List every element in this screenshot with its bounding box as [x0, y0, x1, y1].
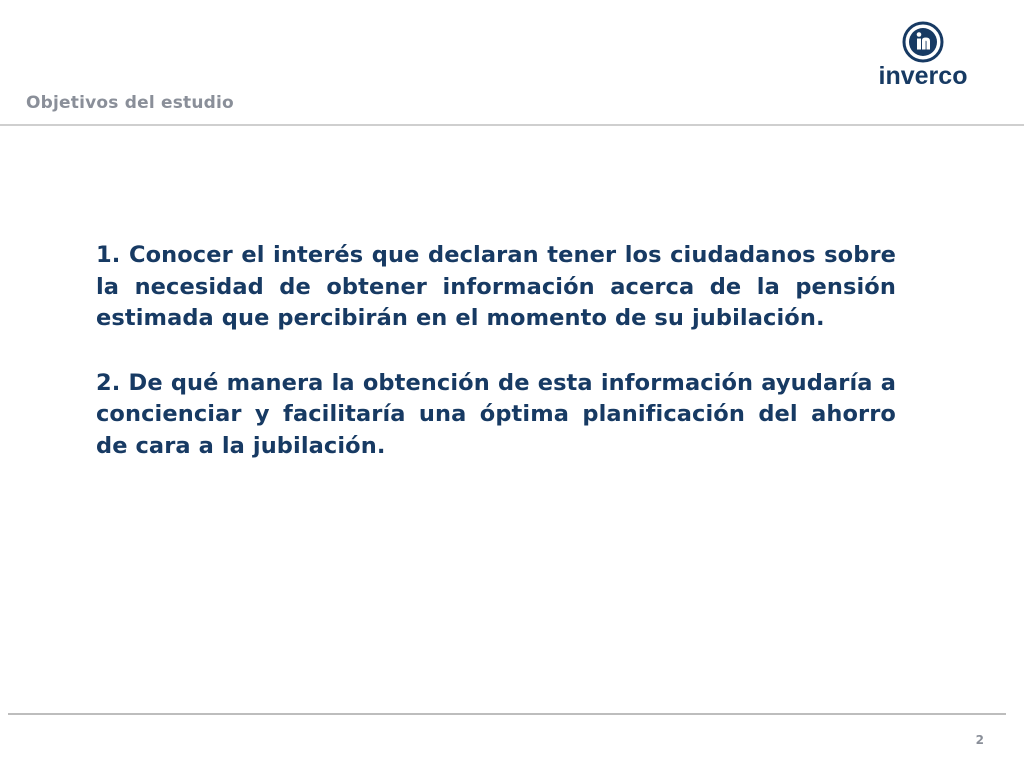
- objective-paragraph-1: 1. Conocer el interés que declaran tener los ciudadanos sobre la necesidad de obtener información acerca de la pensión estimada que percibirán en el momento de su jubilación.: [96, 242, 896, 331]
- page-title: Objetivos del estudio: [26, 93, 234, 113]
- inverco-logo: [868, 18, 978, 90]
- footer-divider: [8, 713, 1006, 715]
- logo-wordmark: inverco: [878, 62, 968, 90]
- circle-i-icon: [868, 18, 978, 90]
- header-divider: [0, 124, 1024, 126]
- page-number: 2: [975, 733, 984, 747]
- objective-paragraph-2: 2. De qué manera la obtención de esta información ayudaría a concienciar y facilitaría una óptima planificación del ahorro de cara a la jubilación.: [96, 369, 896, 459]
- objectives-text: [96, 240, 896, 462]
